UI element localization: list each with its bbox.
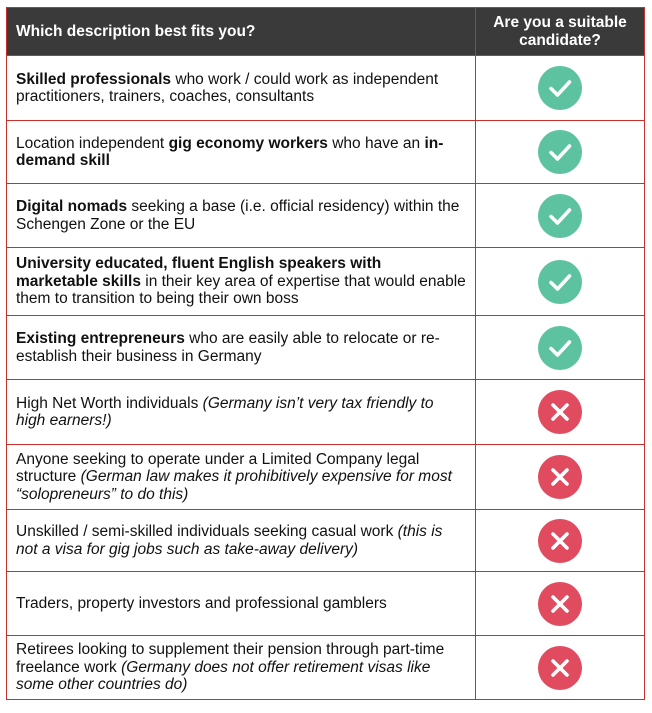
row-description: [7, 184, 476, 248]
row-text: who are easily able to relocate or re-establish their business in Germany: [16, 330, 440, 365]
row-italic-text: (this is not a visa for gig jobs such as take-away delivery): [16, 523, 443, 558]
table-row: [7, 445, 645, 510]
row-text: Unskilled / semi-skilled individuals seeking casual work: [16, 523, 398, 540]
row-description: [7, 572, 476, 636]
x-circle-icon: [538, 455, 582, 499]
row-description: [7, 380, 476, 445]
row-text: in their key area of expertise that would enable them to transition to being their own boss: [16, 272, 466, 308]
row-description: [7, 316, 476, 380]
row-suitability: [476, 248, 645, 316]
table-row: [7, 121, 645, 184]
header-description: Which description best fits you?: [7, 8, 476, 56]
table-row: [7, 636, 645, 700]
check-circle-icon: [538, 194, 582, 238]
header-suitability-line2: candidate?: [519, 31, 601, 49]
table-row: [7, 184, 645, 248]
row-italic-text: (Germany does not offer retirement visas like some other countries do): [16, 658, 431, 694]
header-suitability: [476, 8, 645, 56]
check-circle-icon: [538, 260, 582, 304]
row-bold-text: Skilled professionals: [16, 70, 172, 88]
x-circle-icon: [538, 519, 582, 563]
row-description: [7, 636, 476, 700]
row-suitability: [476, 184, 645, 248]
x-circle-icon: [538, 390, 582, 434]
row-suitability: [476, 572, 645, 636]
row-description: [7, 248, 476, 316]
candidate-table-wrapper: [6, 7, 644, 700]
row-text: who work / could work as independent practitioners, trainers, coaches, consultants: [16, 70, 439, 105]
row-suitability: [476, 316, 645, 380]
table-row: [7, 572, 645, 636]
row-text: Traders, property investors and professional gamblers: [16, 594, 387, 612]
row-bold-text: gig economy workers: [168, 134, 328, 152]
row-bold-text-2: in-demand skill: [16, 134, 444, 169]
row-italic-text: (Germany isn’t very tax friendly to high earners!): [16, 394, 434, 429]
row-suitability: [476, 636, 645, 700]
row-bold-text: Existing entrepreneurs: [16, 330, 185, 347]
row-suitability: [476, 56, 645, 121]
x-circle-icon: [538, 646, 582, 690]
row-text: who have an: [327, 134, 425, 152]
row-suitability: [476, 380, 645, 445]
table-row: [7, 248, 645, 316]
row-description: [7, 510, 476, 572]
row-italic-text: (German law makes it prohibitively expensive for most “solopreneurs” to do this): [16, 468, 452, 503]
row-description: [7, 56, 476, 121]
row-pre-text: Location independent: [16, 134, 169, 152]
table-row: [7, 56, 645, 121]
check-circle-icon: [538, 66, 582, 110]
row-text: High Net Worth individuals: [16, 394, 203, 412]
row-text: Retirees looking to supplement their pension through part-time freelance work: [16, 641, 445, 676]
header-suitability-line1: Are you a suitable: [493, 13, 627, 31]
table-row: [7, 510, 645, 572]
row-suitability: [476, 510, 645, 572]
table-header-row: [7, 8, 645, 56]
row-description: [7, 121, 476, 184]
row-bold-text: Digital nomads: [16, 198, 128, 215]
row-bold-text: University educated, fluent English speakers with marketable skills: [16, 255, 382, 290]
check-circle-icon: [538, 130, 582, 174]
row-suitability: [476, 121, 645, 184]
table-row: [7, 380, 645, 445]
check-circle-icon: [538, 326, 582, 370]
row-text: seeking a base (i.e. official residency) within the Schengen Zone or the EU: [16, 198, 460, 233]
candidate-table: [6, 7, 645, 700]
row-suitability: [476, 445, 645, 510]
table-row: [7, 316, 645, 380]
row-text: Anyone seeking to operate under a Limited Company legal structure: [16, 450, 420, 486]
row-description: [7, 445, 476, 510]
x-circle-icon: [538, 582, 582, 626]
